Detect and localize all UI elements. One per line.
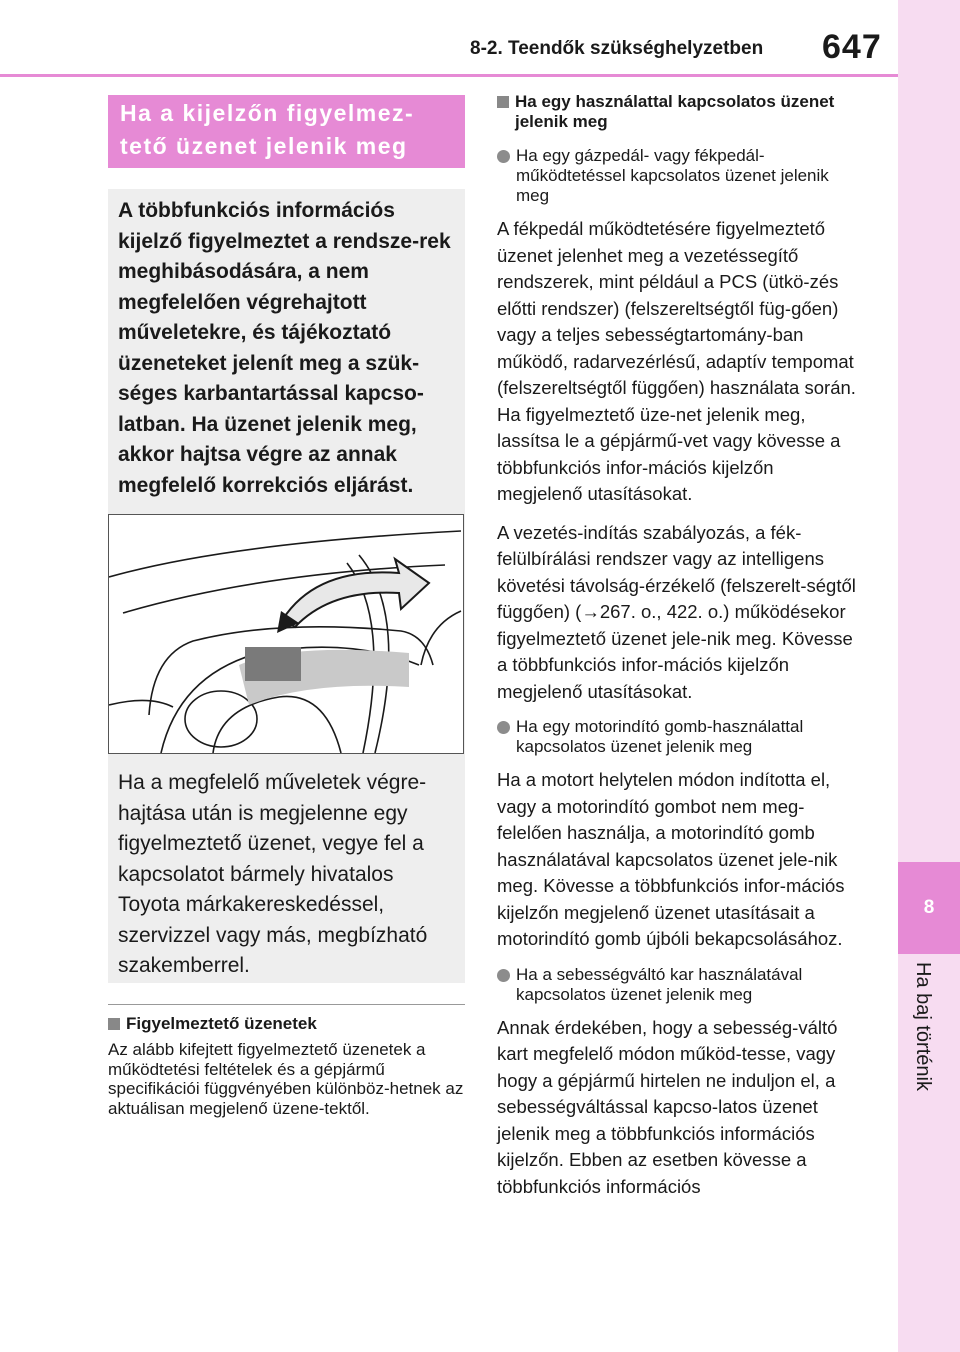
- paragraph-start-button: Ha a motort helytelen módon indította el, vagy a motorindító gombot nem meg-felelően használja, a motorindító gomb használatával kapcsolatos üzenet jele-nik meg. Kövesse a többfunkciós infor-mációs kijelzőn megjelenő üzenet utasításait a motorindító gomb újbóli bekapcsolásához.: [497, 769, 845, 949]
- square-bullet-icon: [108, 1018, 120, 1030]
- divider: [108, 1004, 465, 1005]
- subheading-warning-messages: [108, 1014, 317, 1034]
- bullet-shift-lever-message: Ha a sebességváltó kar használatával kapcsolatos üzenet jelenik meg: [497, 965, 857, 1005]
- header-rule: [0, 74, 898, 77]
- right-column: [497, 92, 857, 1212]
- page-number: 647: [822, 28, 882, 66]
- side-tab-strip: [898, 0, 960, 1352]
- subheading-text: Figyelmeztető üzenetek: [126, 1014, 317, 1033]
- section-title: 8-2. Teendők szükséghelyzetben: [470, 38, 764, 59]
- paragraph-brake-warning: A fékpedál működtetésére figyelmeztető üzenet jelenhet meg a vezetéssegítő rendszerek, mint például a PCS (ütkö-zés előtti rendszer) (felszereltségtől füg-gően) vagy a teljes sebességtartomány-ban működő, radarvezérlésű, adaptív tempomat (felszereltségtől függően) használata során. Ha figyelmeztető üze-net jelenik meg, lassítsa le a gépjármű-vet vagy kövesse a többfunkciós infor-mációs kijelzőn megjelenő utasításokat.: [497, 218, 856, 504]
- bullet-pedal-message: Ha egy gázpedál- vagy fékpedál-működtetéssel kapcsolatos üzenet jelenik meg: [497, 146, 857, 206]
- warning-messages-body: Az alább kifejtett figyelmeztető üzenetek a működtetési feltételek és a gépjármű specifikációi függvényében különböz-hetnek az aktuálisan megjelenő üzene-tektől.: [108, 1040, 464, 1118]
- round-bullet-icon: [497, 721, 510, 734]
- outro-text: Ha a megfelelő műveletek végre-hajtása után is megjelenne egy figyelmeztető üzenet, vegye fel a kapcsolatot bármely hivatalos Toyota márkakereskedéssel, szervizzel vagy más, megbízható szakemberrel.: [118, 771, 428, 977]
- intro-text: A többfunkciós információs kijelző figyelmeztet a rendsze-rek meghibásodására, a nem megfelelően végrehajtott műveletekre, és tájékoztató üzeneteket jelenít meg a szük-séges karbantartással kapcso-latban. Ha üzenet jelenik meg, akkor hajtsa végre az annak megfelelő korrekciós eljárást.: [118, 199, 451, 497]
- paragraph-shift-lever: Annak érdekében, hogy a sebesség-váltó kart megfelelő módon működ-tesse, vagy hogy a gépjármű hirtelen ne induljon el, a sebességváltással kapcso-latos üzenet jelenik meg a többfunkciós információs kijelzőn. Ebben az esetben kövesse a többfunkciós információs: [497, 1016, 838, 1197]
- dashboard-illustration: [108, 514, 464, 754]
- section-heading-box: Ha a kijelzőn figyelmez-tető üzenet jelenik meg: [108, 95, 465, 168]
- dashboard-drawing: [109, 515, 463, 753]
- square-bullet-icon: [497, 96, 509, 108]
- usage-message-heading: Ha egy használattal kapcsolatos üzenet jelenik meg: [497, 92, 857, 132]
- paragraph-drive-start-control: A vezetés-indítás szabályozás, a fék-felülbírálási rendszer vagy az intelligens követési távolság-érzékelő (felszerelt-ségtől függően) (→267. o., 422. o.) működésekor figyelmeztető üzenet jele-nik meg. Kövesse a többfunkciós infor-mációs kijelzőn megjelenő utasításokat.: [497, 521, 856, 702]
- round-bullet-icon: [497, 150, 510, 163]
- bullet-start-button-message: Ha egy motorindító gomb-használattal kapcsolatos üzenet jelenik meg: [497, 717, 857, 757]
- chapter-number-tab: 8: [898, 862, 960, 954]
- chapter-label: Ha baj történik: [912, 962, 934, 1091]
- round-bullet-icon: [497, 969, 510, 982]
